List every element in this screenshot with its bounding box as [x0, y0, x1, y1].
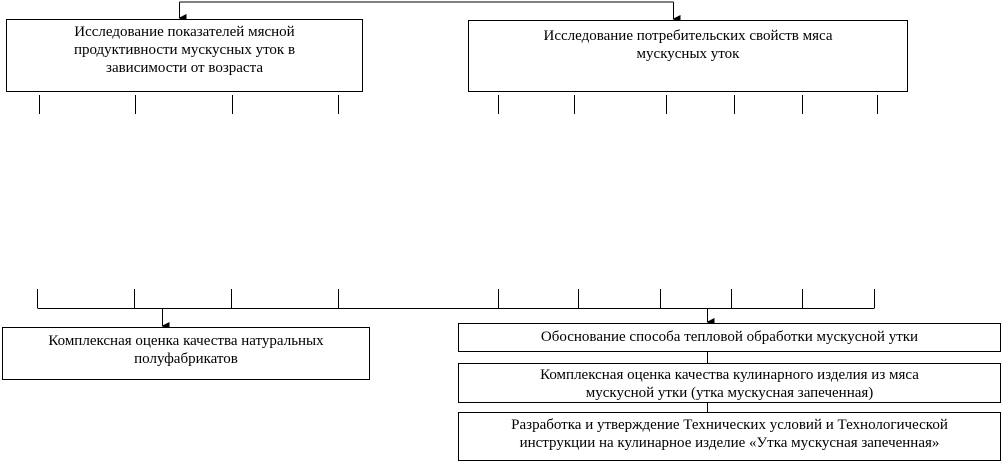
- consumer-properties-study-box: Исследование потребительских свойств мяса мускусных уток: [468, 20, 908, 92]
- culinary-product-quality-box: Комплексная оценка качества кулинарного изделия из мяса мускусной утки (утка мускусная запеченная): [458, 363, 1001, 403]
- lower-comb: [38, 289, 875, 309]
- heat-treatment-method-box: Обоснование способа тепловой обработки мускусной утки: [458, 323, 1001, 352]
- meat-productivity-study-box: Исследование показателей мясной продуктивности мускусных уток в зависимости от возраста: [6, 19, 363, 92]
- top-bracket: [180, 2, 674, 19]
- upper-ticks: [40, 95, 878, 114]
- technical-conditions-box: Разработка и утверждение Технических условий и Технологической инструкции на кулинарное изделие «Утка мускусная запеченная»: [458, 412, 1001, 461]
- semi-products-quality-box: Комплексная оценка качества натуральных полуфабрикатов: [2, 327, 370, 380]
